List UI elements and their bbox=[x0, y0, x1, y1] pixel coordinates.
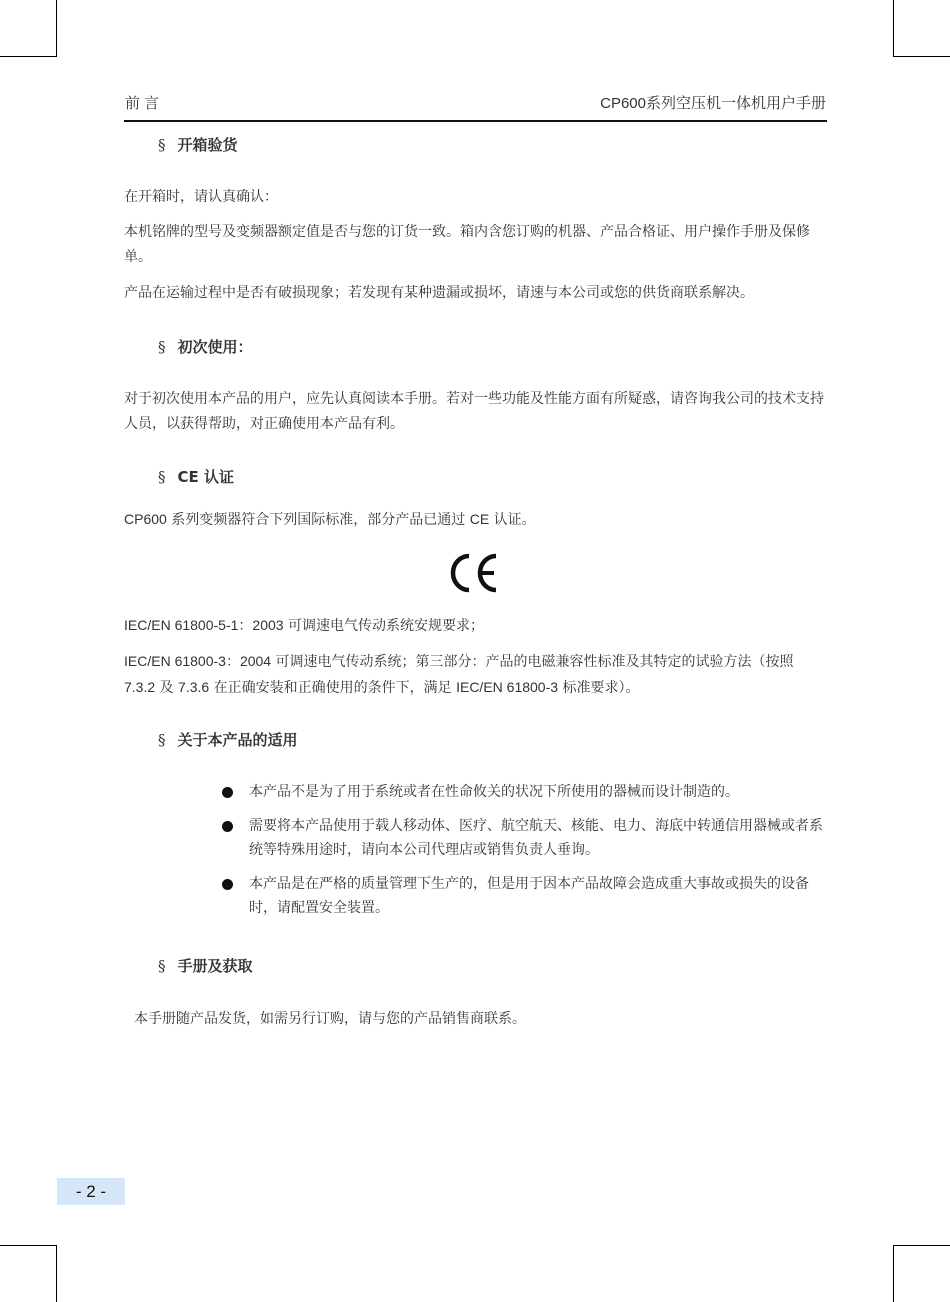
section-title-manual bbox=[158, 955, 253, 976]
unboxing-check-nameplate: 本机铭牌的型号及变频器额定值是否与您的订货一致。箱内含您订购的机器、产品合格证、用户操作手册及保修单。 bbox=[124, 224, 810, 265]
section-title-text: 开箱验货 bbox=[177, 136, 238, 154]
section-mark: § bbox=[158, 338, 166, 356]
manual-paragraph: 本手册随产品发货，如需另行订购，请与您的产品销售商联系。 bbox=[134, 1011, 526, 1027]
header-model: CP600 bbox=[600, 95, 646, 112]
crop-mark bbox=[893, 56, 950, 57]
crop-mark bbox=[56, 1245, 57, 1302]
list-item: 本产品不是为了用于系统或者在性命攸关的状况下所使用的器械而设计制造的。 bbox=[222, 780, 828, 804]
applicability-list bbox=[222, 780, 828, 930]
bullet-icon bbox=[222, 879, 233, 890]
section-title-ce bbox=[158, 466, 234, 487]
ce-standard-2: IEC/EN 61800-3：2004 可调速电气传动系统；第三部分：产品的电磁兼容性标准及其特定的试验方法（按照 7.3.2 及 7.3.6 在正确安装和正确使用的条件下，满足 IEC/EN 61800-3 标准要求）。 bbox=[124, 653, 794, 696]
crop-mark bbox=[893, 1245, 950, 1246]
ce-mark-icon bbox=[448, 552, 500, 594]
section-mark: § bbox=[158, 136, 166, 154]
header-title-text: 系列空压机一体机用户手册 bbox=[645, 94, 826, 112]
crop-mark bbox=[0, 1245, 57, 1246]
bullet-icon bbox=[222, 821, 233, 832]
page-number: - 2 - bbox=[57, 1178, 125, 1205]
ce-standard-1: IEC/EN 61800-5-1：2003 可调速电气传动系统安规要求； bbox=[124, 617, 485, 634]
crop-mark bbox=[893, 1245, 894, 1302]
section-title-unboxing bbox=[158, 134, 238, 155]
first-use-paragraph: 对于初次使用本产品的用户，应先认真阅读本手册。若对一些功能及性能方面有所疑惑，请咨询我公司的技术支持人员，以获得帮助，对正确使用本产品有利。 bbox=[124, 391, 824, 432]
section-title-first-use bbox=[158, 336, 253, 357]
section-title-applicability bbox=[158, 729, 298, 750]
header-manual-title bbox=[600, 92, 826, 113]
section-mark: § bbox=[158, 957, 166, 975]
header-section-name: 前言 bbox=[125, 94, 164, 112]
crop-mark bbox=[893, 0, 894, 57]
section-mark: § bbox=[158, 731, 166, 749]
section-title-text: 关于本产品的适用 bbox=[177, 731, 298, 749]
crop-mark bbox=[0, 56, 57, 57]
section-title-text: CE 认证 bbox=[177, 468, 234, 486]
section-title-text: 初次使用： bbox=[177, 338, 253, 356]
unboxing-check-damage: 产品在运输过程中是否有破损现象；若发现有某种遗漏或损坏，请速与本公司或您的供货商联系解决。 bbox=[124, 285, 754, 301]
list-item: 本产品是在严格的质量管理下生产的，但是用于因本产品故障会造成重大事故或损失的设备时，请配置安全装置。 bbox=[222, 872, 828, 920]
header-divider bbox=[124, 120, 827, 122]
ce-paragraph: CP600 系列变频器符合下列国际标准，部分产品已通过 CE 认证。 bbox=[124, 511, 536, 528]
list-item: 需要将本产品使用于载人移动体、医疗、航空航天、核能、电力、海底中转通信用器械或者系统等特殊用途时，请向本公司代理店或销售负责人垂询。 bbox=[222, 814, 828, 862]
bullet-icon bbox=[222, 787, 233, 798]
unboxing-intro: 在开箱时，请认真确认： bbox=[124, 189, 278, 205]
section-title-text: 手册及获取 bbox=[177, 957, 253, 975]
section-mark: § bbox=[158, 468, 166, 486]
crop-mark bbox=[56, 0, 57, 57]
